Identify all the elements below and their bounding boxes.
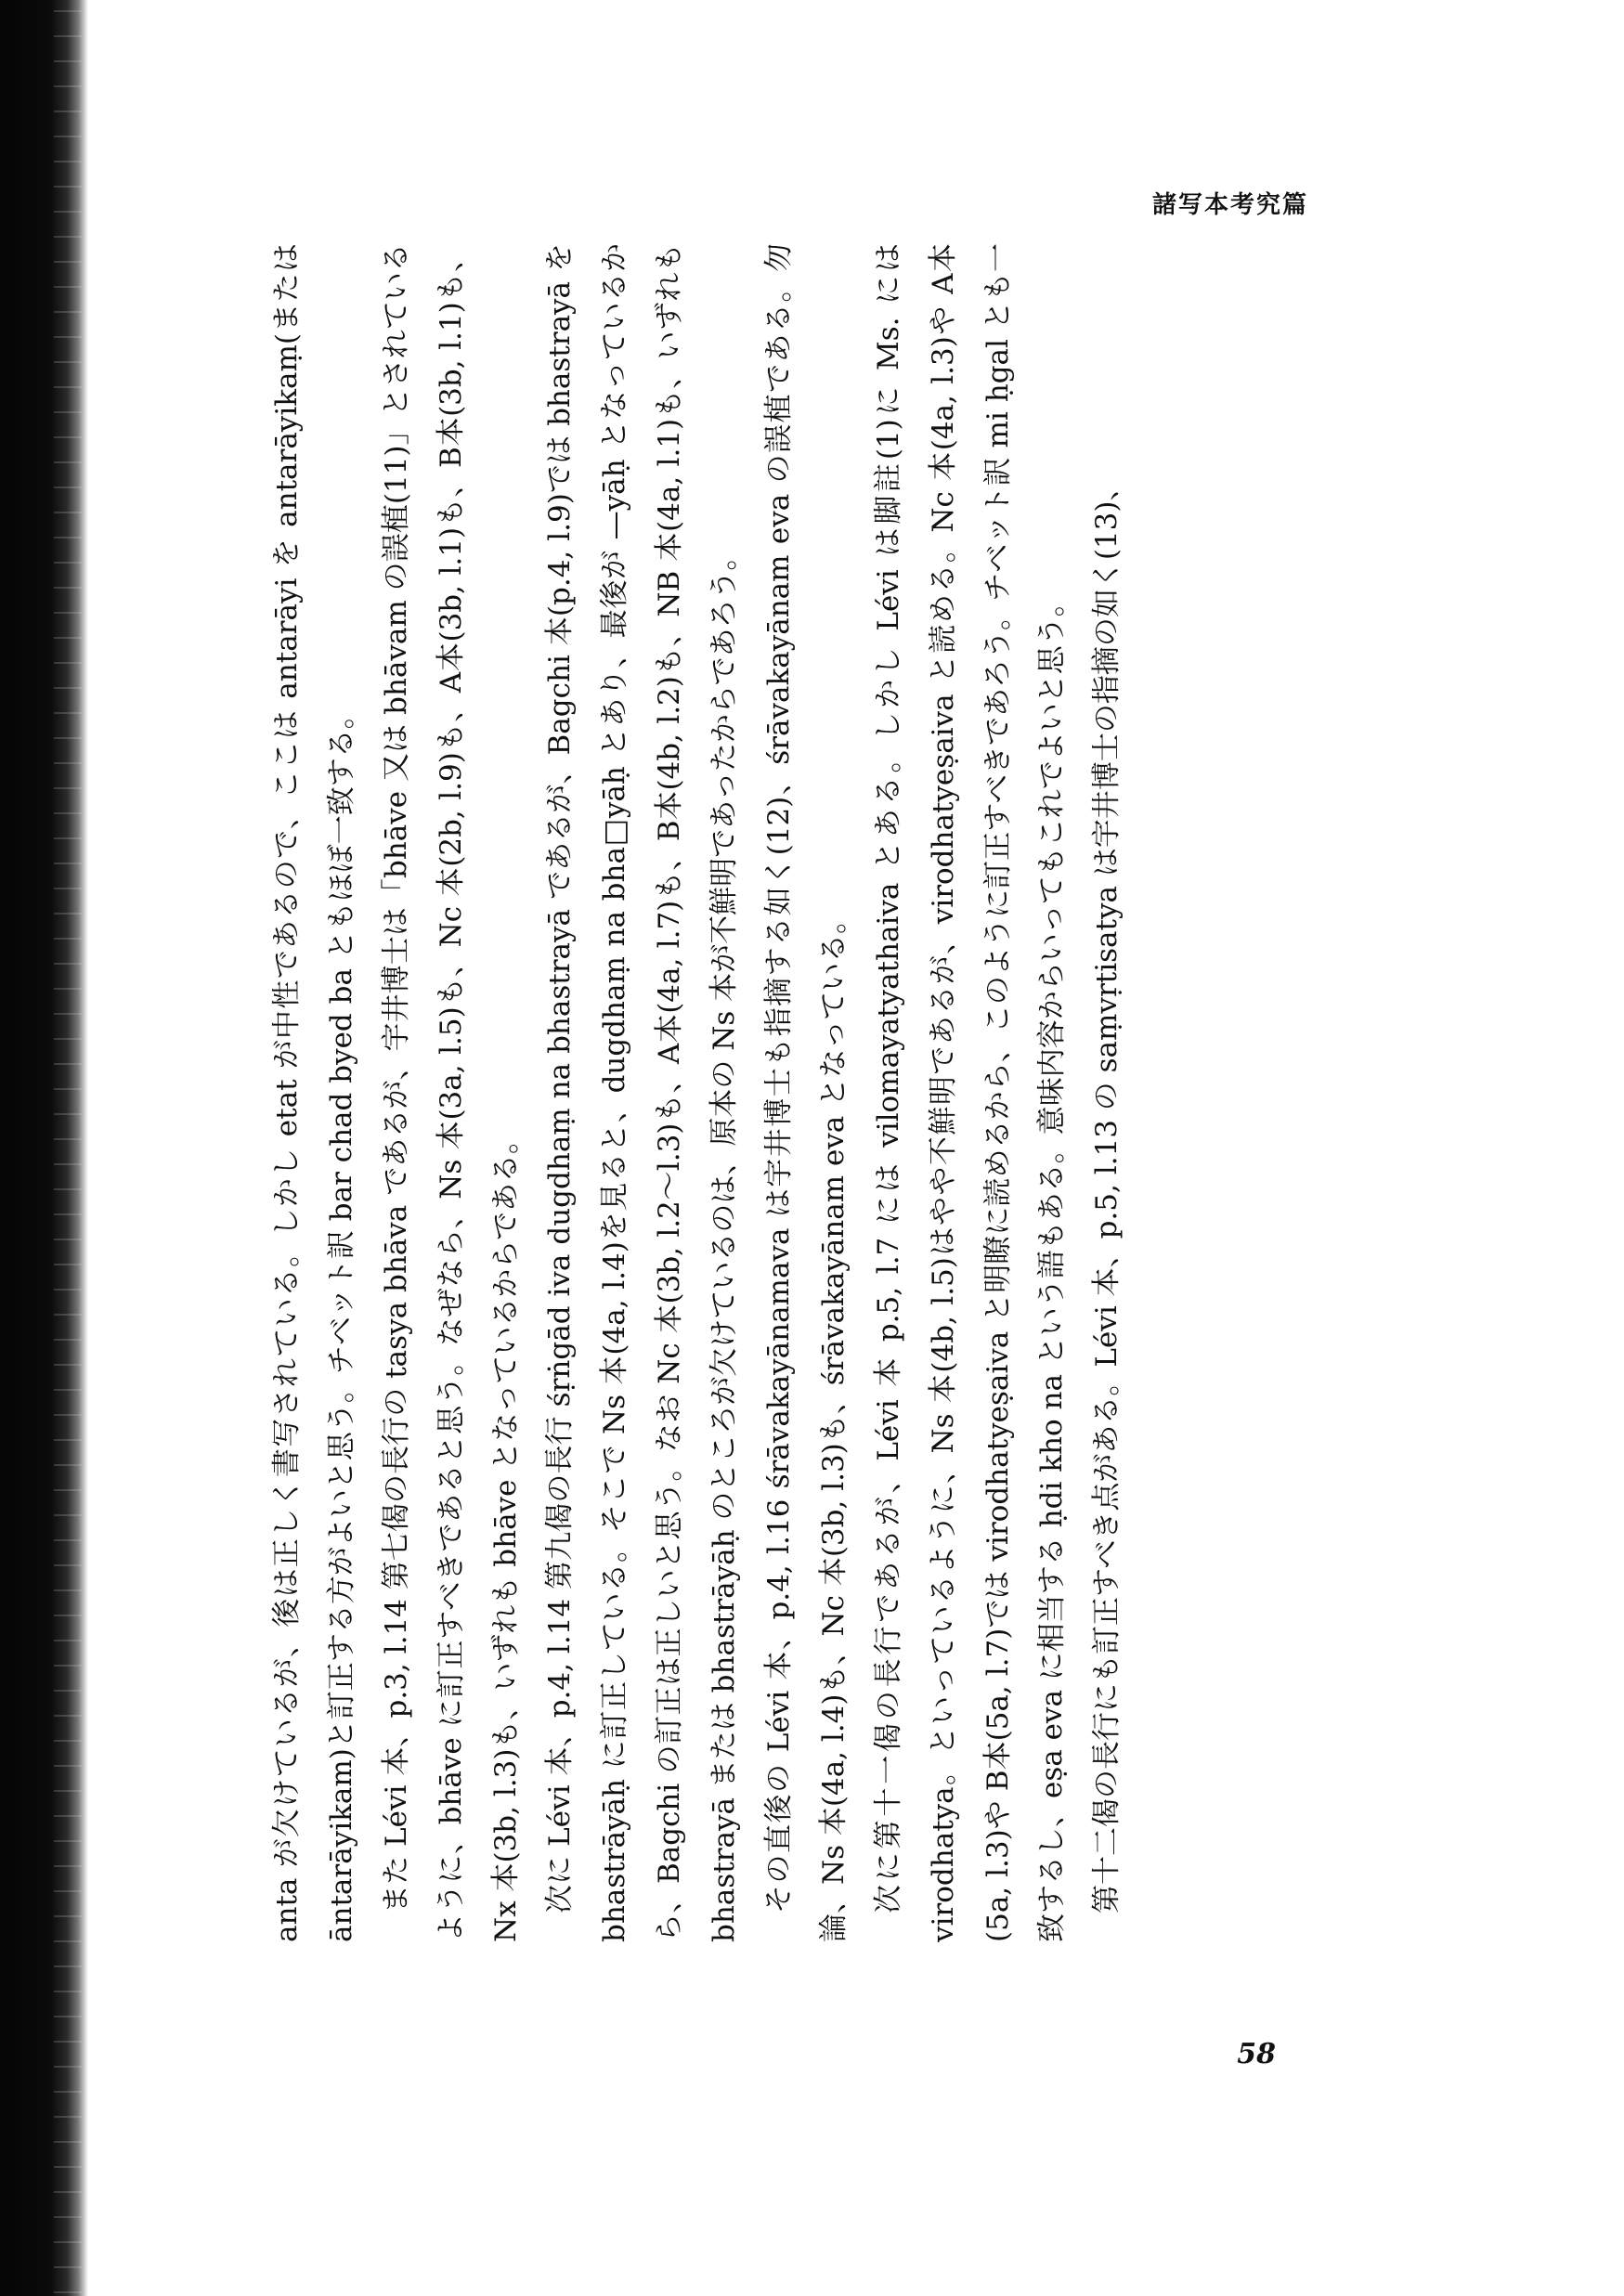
paragraph: 第十二偈の長行にも訂正すべき点がある。Lévi 本、p.5, l.13 の saṃvṛtisatya は宇井博士の指摘の如く(13)、 [1090, 472, 1124, 1913]
paragraph: また Lévi 本、p.3, l.14 第七偈の長行の tasya bhāva であるが、宇井博士は「bhāve 又は bhāvam の誤植(11)」とされているように、bhāve に訂正すべきであると思う。なぜなら、Ns 本(3a, l.5)も、Nc 本(2b, l.9)も、A本(3b, l.1)も、B本(3b, l.1)も、Nx 本(3b, l.3)も、いずれも bhāve となっているからである。 [379, 243, 523, 1942]
running-head: 諸写本考究篇 [1151, 191, 1308, 219]
paragraph: 次に第十一偈の長行であるが、Lévi 本 p.5, l.7 には vilomayatyathaiva とある。しかし Lévi は脚註(1)に Ms. には virodhatya。といっているように、Ns 本(4b, l.5)はやや不鮮明であるが、virodhatyeṣaiva と読める。Nc 本(4a, l.3)や A本(5a, l.3)や B本(5a, l.7)では virodhatyeṣaiva と明瞭に読めるから、このように訂正すべきであろう。チベット訳 mi ḥgal とも一致するし、eṣa eva に相当する ḥdi kho na という語もある。意味内容からいってもこれでよいと思う。 [871, 243, 1070, 1942]
scan-binding-shadow [0, 0, 88, 2296]
page-number: 58 [1237, 2038, 1276, 2070]
paragraph: 次に Lévi 本、p.4, l.14 第九偈の長行 śṛṅgād iva dugdhaṃ na bhastrayā であるが、Bagchi 本(p.4, l.9)では bhastrayā を bhastrāyāḥ に訂正している。そこで Ns 本(4a, l.4)を見ると、dugdhaṃ na bha□yāḥ とあり、最後が —yāḥ となっているから、Bagchi の訂正は正しいと思う。なお Nc 本(3b, l.2〜l.3)も、A本(4a, l.7)も、B本(4b, l.2)も、NB 本(4a, l.1)も、いずれも bhastrayā または bhastrāyāḥ のところが欠けているのは、原本の Ns 本が不鮮明であったからであろう。 [543, 243, 742, 1942]
paragraph: その直後の Lévi 本、p.4, l.16 śrāvakayānamava は宇井博士も指摘する如く(12)、śrāvakayānam eva の誤植である。勿論、Ns 本(4a, l.4)も、Nc 本(3b, l.3)も、śrāvakayānam eva となっている。 [762, 243, 851, 1942]
paragraph: anta が欠けているが、後は正しく書写されている。しかし etat が中性であるので、ここは antarāyi を antarāyikaṃ(または āntarāyikam)と訂正する方がよいと思う。チベット訳 bar chad byed ba ともほぼ一致する。 [270, 243, 358, 1942]
rotated-page-body [260, 243, 1356, 1942]
body-text [260, 243, 1356, 1942]
